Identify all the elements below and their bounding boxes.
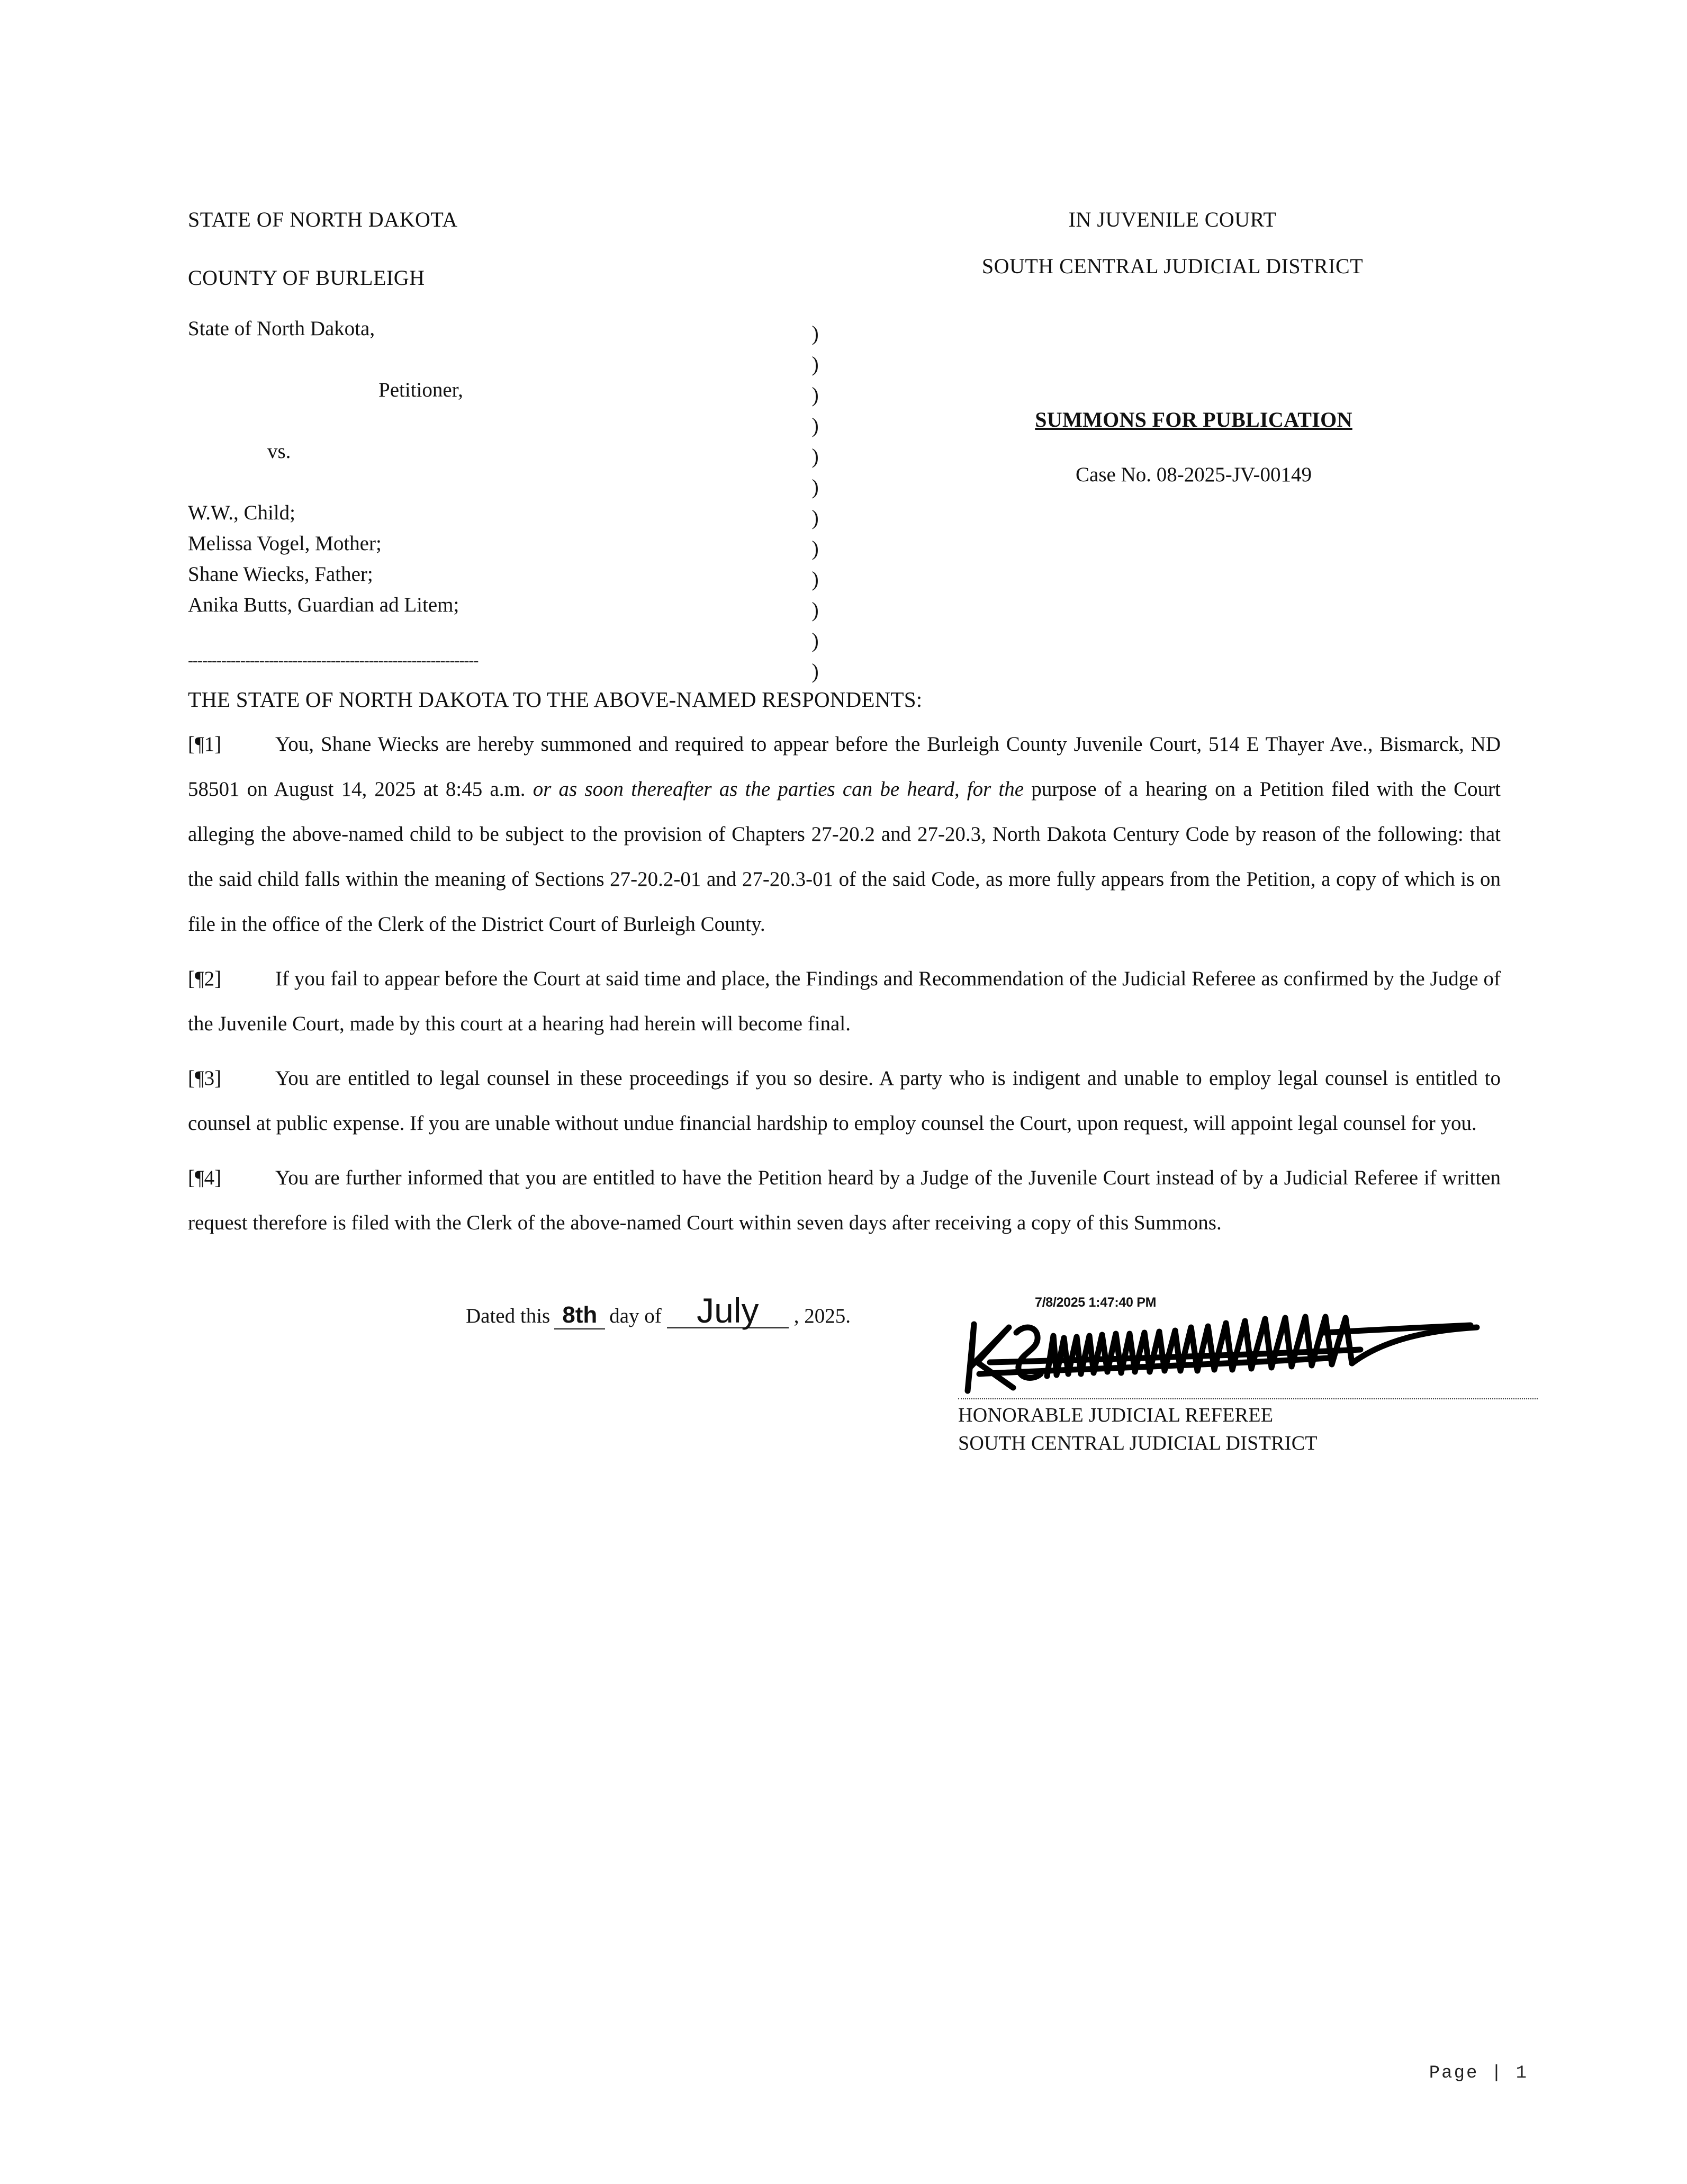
caption-respondent: Melissa Vogel, Mother;	[188, 532, 382, 555]
document-sheet	[188, 208, 1501, 1454]
year-suffix-label: , 2025.	[793, 1305, 851, 1327]
paragraph-text: You are entitled to legal counsel in these proceedings if you so desire. A party who is indigent and unable to employ legal counsel is entitled to counsel at public expense. If you are unable without undue financial hardship to employ counsel the Court, upon request, will appoint legal counsel for you.	[188, 1067, 1501, 1135]
day-field: 8th	[554, 1302, 605, 1329]
caption-paren: )	[811, 383, 819, 407]
month-field: July	[667, 1294, 789, 1328]
signature-timestamp: 7/8/2025 1:47:40 PM	[1035, 1295, 1157, 1310]
caption-paren: )	[811, 352, 819, 376]
caption-paren: )	[811, 628, 819, 652]
handwritten-signature-icon	[958, 1311, 1538, 1396]
caption-paren: )	[811, 414, 819, 437]
header-left-column	[188, 209, 813, 289]
paragraph-text: You, Shane Wiecks are hereby summoned and required to appear before the Burleigh County Juvenile Court, 514 E Thayer Ave., Bismarck, ND 58501 on August 14, 2025 at 8:45 a.m.	[188, 733, 1501, 801]
paragraph-marker: [¶4]	[188, 1166, 222, 1189]
salutation-line: THE STATE OF NORTH DAKOTA TO THE ABOVE-NAMED RESPONDENTS:	[188, 687, 923, 712]
header-right-column	[844, 209, 1501, 277]
caption-respondent: Shane Wiecks, Father;	[188, 563, 373, 586]
signer-district: SOUTH CENTRAL JUDICIAL DISTRICT	[958, 1432, 1318, 1454]
caption-petitioner-label: Petitioner,	[378, 379, 463, 401]
caption-paren: )	[811, 659, 819, 683]
paragraph-marker: [¶2]	[188, 967, 222, 990]
paragraph-marker: [¶3]	[188, 1067, 222, 1090]
caption-paren: )	[811, 536, 819, 560]
paragraph-italic-text: or as soon thereafter as the parties can be heard, for the	[533, 778, 1024, 801]
paragraph-marker: [¶1]	[188, 733, 222, 756]
caption-divider-rule: -------------------------------------------------------------	[188, 652, 479, 669]
caption-title-column	[887, 318, 1501, 487]
signature-block	[958, 1295, 1551, 1455]
date-and-signature-area	[188, 1291, 1501, 1454]
caption-paren: )	[811, 444, 819, 468]
signature-line	[958, 1398, 1538, 1399]
caption-paren: )	[811, 506, 819, 529]
paragraph-text: You are further informed that you are entitled to have the Petition heard by a Judge of the Juvenile Court instead of by a Judicial Referee if written request therefore is filed with the Clerk of the above-named Court within seven days after receiving a copy of this Summons.	[188, 1166, 1501, 1234]
dated-prefix: Dated this	[466, 1305, 551, 1327]
paragraph-text: If you fail to appear before the Court at said time and place, the Findings and Recommendation of the Judicial Referee as confirmed by the Judge of the Juvenile Court, made by this court at a hearing had herein will become final.	[188, 967, 1501, 1035]
caption-paren-column	[799, 318, 831, 687]
body-paragraph-1	[188, 722, 1501, 947]
body-paragraph-2	[188, 956, 1501, 1046]
day-suffix-label: day of	[609, 1305, 662, 1327]
caption-respondent: W.W., Child;	[188, 501, 295, 524]
caption-paren: )	[811, 567, 819, 591]
page-footer: Page | 1	[1429, 2063, 1528, 2083]
caption-petitioner-name: State of North Dakota,	[188, 317, 375, 340]
document-title: SUMMONS FOR PUBLICATION	[1035, 408, 1352, 432]
header-county: COUNTY OF BURLEIGH	[188, 266, 425, 290]
case-caption	[188, 318, 1501, 684]
header-district: SOUTH CENTRAL JUDICIAL DISTRICT	[981, 254, 1364, 278]
caption-versus: vs.	[267, 440, 291, 463]
header-state: STATE OF NORTH DAKOTA	[188, 208, 458, 231]
case-number: Case No. 08-2025-JV-00149	[1076, 463, 1312, 486]
paragraph-text-continued: purpose of a hearing on a Petition filed with the Court alleging the above-named child to be subject to the provision of Chapters 27-20.2 and 27-20.3, North Dakota Century Code by reason of the following: that the said child falls within the meaning of Sections 27-20.2-01 and 27-20.3-01 of the said Code, as more fully appears from the Petition, a copy of which is on file in the office of the Clerk of the District Court of Burleigh County.	[188, 778, 1501, 936]
caption-party-list	[188, 318, 786, 625]
body-paragraph-4	[188, 1155, 1501, 1245]
caption-paren: )	[811, 475, 819, 499]
header-court: IN JUVENILE COURT	[1068, 208, 1277, 231]
caption-respondent: Anika Butts, Guardian ad Litem;	[188, 594, 459, 616]
document-header	[188, 209, 1501, 289]
signer-title: HONORABLE JUDICIAL REFEREE	[958, 1404, 1274, 1426]
body-paragraph-3	[188, 1056, 1501, 1146]
caption-paren: )	[811, 321, 819, 345]
caption-paren: )	[811, 598, 819, 622]
